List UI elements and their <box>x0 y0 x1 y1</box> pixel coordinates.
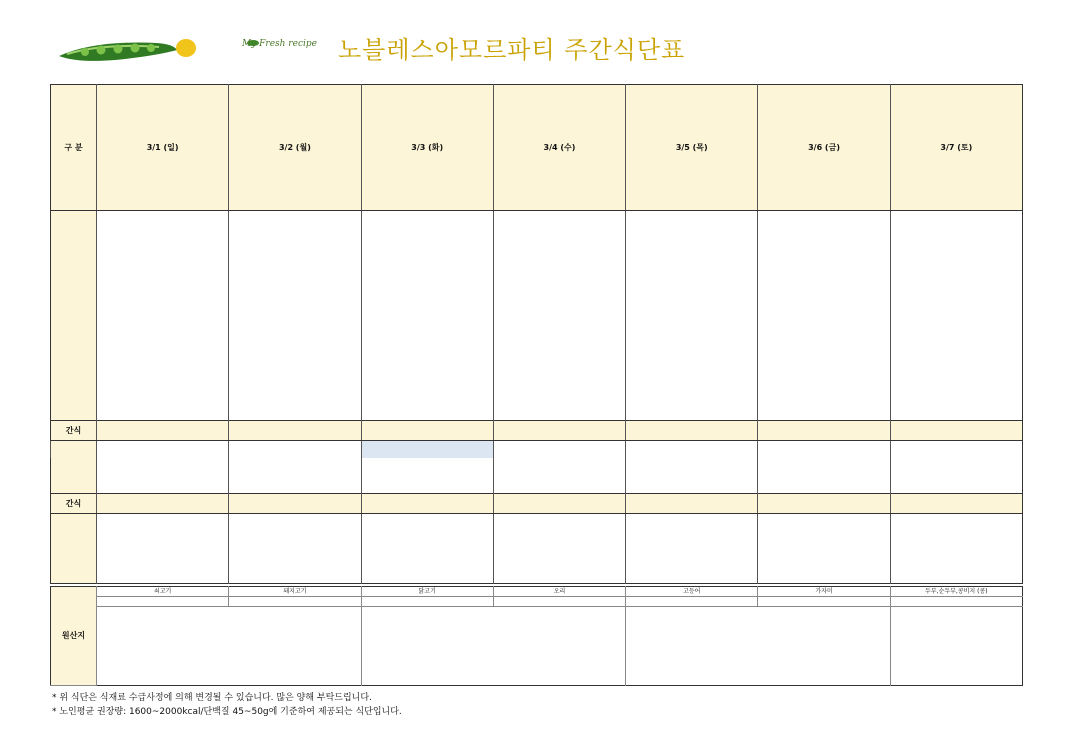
origin-detail <box>626 607 891 647</box>
snack-label: 간식 <box>51 493 97 513</box>
event-badge <box>361 441 493 459</box>
event-spacer <box>229 441 361 459</box>
breakfast-dish <box>361 386 493 421</box>
origin-country <box>493 597 625 607</box>
notes <box>52 691 402 719</box>
dinner-dish <box>493 548 625 583</box>
dinner-dish <box>758 548 890 583</box>
dinner-dish <box>890 513 1022 548</box>
snack-label: 간식 <box>51 421 97 441</box>
lunch-dish <box>626 458 758 493</box>
breakfast-dish <box>229 211 361 386</box>
breakfast-dish <box>890 211 1022 386</box>
lunch-dish <box>229 458 361 493</box>
breakfast-dish <box>493 211 625 386</box>
day-header: 3/1 (일) <box>97 85 229 211</box>
day-header: 3/7 (토) <box>890 85 1022 211</box>
dinner-dish <box>626 548 758 583</box>
pm-snack-row <box>51 493 1023 513</box>
brand-text: My Fresh recipe <box>242 39 317 49</box>
pm-snack-item <box>361 493 493 513</box>
breakfast-dish <box>229 386 361 421</box>
origin-detail <box>97 646 362 686</box>
page-title: 노블레스아모르파티 주간식단표 <box>338 36 686 64</box>
origin-country <box>890 597 1022 607</box>
breakfast-row <box>51 386 1023 421</box>
origin-detail <box>361 607 626 647</box>
note-line: * 위 식단은 식재료 수급사정에 의해 변경될 수 있습니다. 많은 양해 부탁드립니다. <box>52 693 372 703</box>
dinner-dish <box>229 513 361 548</box>
breakfast-dish <box>758 211 890 386</box>
origin-category: 고등어 <box>626 587 758 597</box>
breakfast-dish <box>626 211 758 386</box>
am-snack-row <box>51 421 1023 441</box>
event-spacer <box>51 441 97 459</box>
origin-category: 가자미 <box>758 587 890 597</box>
event-spacer <box>626 441 758 459</box>
origin-country <box>758 597 890 607</box>
dinner-dish <box>890 548 1022 583</box>
breakfast-dish <box>626 386 758 421</box>
breakfast-row <box>51 211 1023 386</box>
origin-category: 쇠고기 <box>97 587 229 597</box>
breakfast-dish <box>97 211 229 386</box>
origin-detail <box>626 646 891 686</box>
origin-label: 원산지 <box>51 587 97 686</box>
am-snack-item <box>97 421 229 441</box>
day-header-row <box>51 85 1023 211</box>
am-snack-item <box>361 421 493 441</box>
day-header: 3/3 (화) <box>361 85 493 211</box>
lunch-dish <box>361 458 493 493</box>
lunch-dish <box>890 458 1022 493</box>
origin-detail-row <box>51 607 1023 647</box>
day-header: 3/5 (목) <box>626 85 758 211</box>
dinner-row <box>51 513 1023 548</box>
dinner-dish <box>361 513 493 548</box>
dinner-dish <box>97 513 229 548</box>
pm-snack-item <box>890 493 1022 513</box>
event-row <box>51 441 1023 459</box>
origin-category: 돼지고기 <box>229 587 361 597</box>
am-snack-item <box>758 421 890 441</box>
pea-pod-logo <box>55 34 205 68</box>
day-header: 3/6 (금) <box>758 85 890 211</box>
dinner-dish <box>97 548 229 583</box>
breakfast-dish <box>493 386 625 421</box>
breakfast-label <box>51 211 97 421</box>
origin-category: 오리 <box>493 587 625 597</box>
weekly-menu-table <box>50 84 1023 584</box>
origin-country <box>626 597 758 607</box>
origin-table <box>50 586 1023 686</box>
pm-snack-item <box>493 493 625 513</box>
dinner-label <box>51 513 97 583</box>
event-spacer <box>890 441 1022 459</box>
lunch-dish <box>758 458 890 493</box>
am-snack-item <box>626 421 758 441</box>
dinner-dish <box>626 513 758 548</box>
breakfast-dish <box>758 386 890 421</box>
am-snack-item <box>229 421 361 441</box>
event-spacer <box>97 441 229 459</box>
origin-country <box>229 597 361 607</box>
breakfast-dish <box>97 386 229 421</box>
origin-country-row <box>51 597 1023 607</box>
origin-detail <box>97 607 362 647</box>
day-header: 3/2 (월) <box>229 85 361 211</box>
dinner-dish <box>758 513 890 548</box>
lunch-label <box>51 458 97 493</box>
dinner-row <box>51 548 1023 583</box>
origin-category: 닭고기 <box>361 587 493 597</box>
lunch-dish <box>97 458 229 493</box>
lunch-row <box>51 458 1023 493</box>
pm-snack-item <box>97 493 229 513</box>
breakfast-dish <box>361 211 493 386</box>
breakfast-dish <box>890 386 1022 421</box>
pm-snack-item <box>229 493 361 513</box>
origin-detail <box>890 646 1022 686</box>
origin-category: 두부,순두부,콩비지 (콩) <box>890 587 1022 597</box>
lunch-dish <box>493 458 625 493</box>
origin-category-row <box>51 587 1023 597</box>
dinner-dish <box>493 513 625 548</box>
pm-snack-item <box>626 493 758 513</box>
corner-label: 구 분 <box>51 85 97 211</box>
am-snack-item <box>890 421 1022 441</box>
origin-country <box>361 597 493 607</box>
origin-country <box>97 597 229 607</box>
note-line: * 노인평균 권장량: 1600~2000kcal/단백질 45~50g에 기준하여 제공되는 식단입니다. <box>52 707 402 717</box>
origin-detail <box>890 607 1022 647</box>
event-spacer <box>758 441 890 459</box>
origin-detail-row <box>51 646 1023 686</box>
dinner-dish <box>229 548 361 583</box>
pm-snack-item <box>758 493 890 513</box>
origin-detail <box>361 646 626 686</box>
dinner-dish <box>361 548 493 583</box>
day-header: 3/4 (수) <box>493 85 625 211</box>
am-snack-item <box>493 421 625 441</box>
event-spacer <box>493 441 625 459</box>
